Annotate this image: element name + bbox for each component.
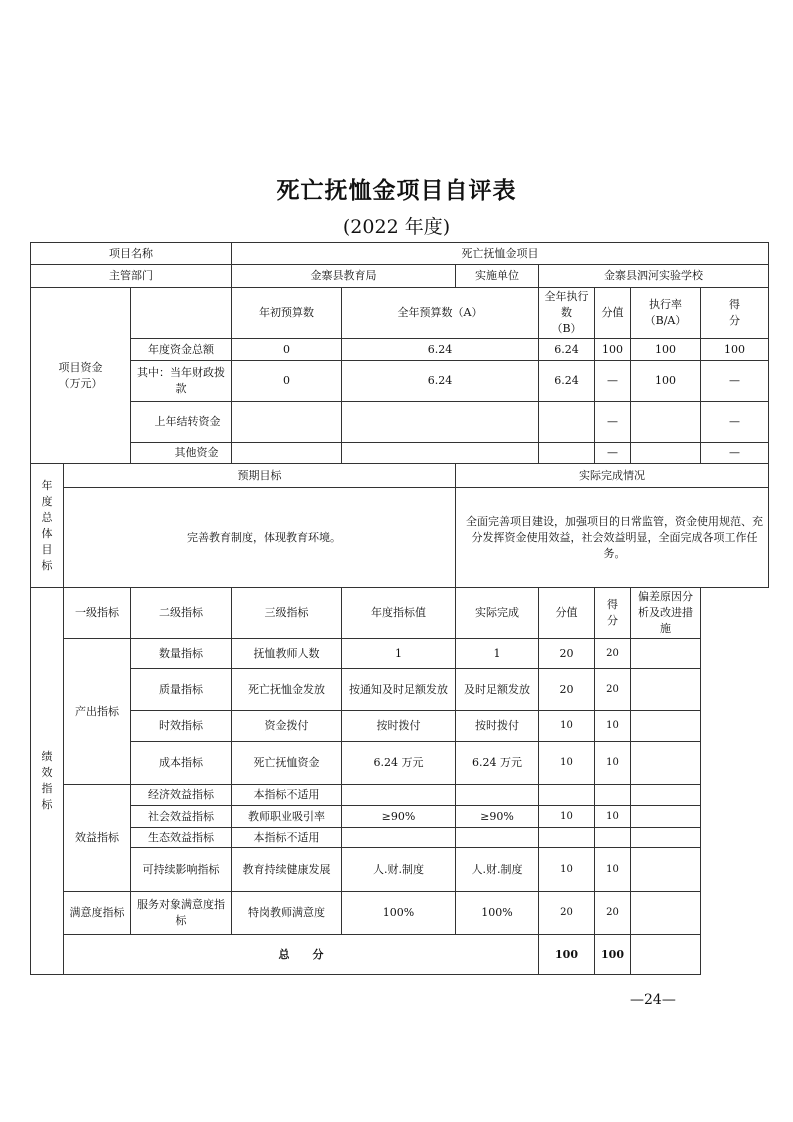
perf-row bbox=[31, 806, 769, 828]
perf-actual bbox=[456, 785, 539, 806]
perf-target: 1 bbox=[342, 639, 456, 669]
perf-reason bbox=[631, 669, 701, 711]
funds-annual bbox=[342, 402, 539, 443]
perf-level2: 服务对象满意度指标 bbox=[131, 892, 232, 935]
perf-level2: 数量指标 bbox=[131, 639, 232, 669]
goals-content-row bbox=[31, 488, 769, 588]
perf-col-level1: 一级指标 bbox=[64, 588, 131, 639]
perf-target: 人.财.制度 bbox=[342, 848, 456, 892]
perf-level3: 教育持续健康发展 bbox=[232, 848, 342, 892]
page-number: —24— bbox=[630, 992, 676, 1008]
funds-rate bbox=[631, 402, 701, 443]
goals-expected-text: 完善教育制度，体现教育环境。 bbox=[64, 488, 456, 588]
dept-label: 主管部门 bbox=[31, 265, 232, 288]
perf-actual: 按时拨付 bbox=[456, 711, 539, 742]
perf-level2: 可持续影响指标 bbox=[131, 848, 232, 892]
perf-level2: 生态效益指标 bbox=[131, 828, 232, 848]
funds-rate bbox=[631, 443, 701, 464]
perf-col-score: 得 分 bbox=[595, 588, 631, 639]
perf-reason bbox=[631, 848, 701, 892]
perf-score-value: 10 bbox=[539, 806, 595, 828]
perf-row bbox=[31, 785, 769, 806]
dept-value: 金寨县教育局 bbox=[232, 265, 456, 288]
perf-target bbox=[342, 785, 456, 806]
perf-actual bbox=[456, 828, 539, 848]
total-reason bbox=[631, 935, 701, 975]
funds-score: — bbox=[701, 402, 769, 443]
perf-score: 20 bbox=[595, 669, 631, 711]
funds-score-value: — bbox=[595, 402, 631, 443]
performance-header-row bbox=[31, 588, 769, 639]
perf-row bbox=[31, 892, 769, 935]
funds-score-value: — bbox=[595, 361, 631, 402]
performance-label: 绩 效 指 标 bbox=[31, 588, 64, 975]
goals-expected-header: 预期目标 bbox=[64, 464, 456, 488]
perf-score bbox=[595, 785, 631, 806]
funds-row bbox=[31, 339, 769, 361]
perf-score: 20 bbox=[595, 639, 631, 669]
funds-initial bbox=[232, 443, 342, 464]
unit-label: 实施单位 bbox=[456, 265, 539, 288]
funds-executed bbox=[539, 402, 595, 443]
funds-row-label: 年度资金总额 bbox=[131, 339, 232, 361]
funds-row-label: 其中：当年财政拨款 bbox=[131, 361, 232, 402]
funds-initial: 0 bbox=[232, 339, 342, 361]
funds-row-label: 其他资金 bbox=[131, 443, 232, 464]
funds-col-annual: 全年预算数（A） bbox=[342, 288, 539, 339]
perf-score: 10 bbox=[595, 711, 631, 742]
perf-score-value: 10 bbox=[539, 711, 595, 742]
perf-score-value: 10 bbox=[539, 848, 595, 892]
perf-level3: 死亡抚恤资金 bbox=[232, 742, 342, 785]
goals-actual-text: 全面完善项目建设，加强项目的日常监管，资金使用规范、充分发挥资金使用效益，社会效益明显，全面完成各项工作任务。 bbox=[456, 488, 769, 588]
funds-rate: 100 bbox=[631, 361, 701, 402]
perf-score: 10 bbox=[595, 848, 631, 892]
perf-col-level3: 三级指标 bbox=[232, 588, 342, 639]
funds-row bbox=[31, 402, 769, 443]
perf-reason bbox=[631, 806, 701, 828]
perf-level2: 质量指标 bbox=[131, 669, 232, 711]
perf-actual: 人.财.制度 bbox=[456, 848, 539, 892]
funds-col-initial: 年初预算数 bbox=[232, 288, 342, 339]
perf-level3: 教师职业吸引率 bbox=[232, 806, 342, 828]
perf-row bbox=[31, 711, 769, 742]
document-subtitle: (2022 年度) bbox=[342, 216, 451, 238]
perf-level2: 经济效益指标 bbox=[131, 785, 232, 806]
funds-row bbox=[31, 443, 769, 464]
goals-label: 年 度 总 体 目 标 bbox=[31, 464, 64, 588]
perf-level3: 特岗教师满意度 bbox=[232, 892, 342, 935]
perf-row bbox=[31, 639, 769, 669]
perf-col-score-value: 分值 bbox=[539, 588, 595, 639]
funds-col-rate: 执行率 （B/A） bbox=[631, 288, 701, 339]
project-name-value: 死亡抚恤金项目 bbox=[232, 243, 769, 265]
perf-actual: 6.24 万元 bbox=[456, 742, 539, 785]
perf-target: 按通知及时足额发放 bbox=[342, 669, 456, 711]
perf-level2: 时效指标 bbox=[131, 711, 232, 742]
funds-header-row bbox=[31, 288, 769, 339]
total-row bbox=[31, 935, 769, 975]
total-score: 100 bbox=[595, 935, 631, 975]
funds-initial bbox=[232, 402, 342, 443]
funds-row bbox=[31, 361, 769, 402]
perf-reason bbox=[631, 785, 701, 806]
perf-level2: 成本指标 bbox=[131, 742, 232, 785]
funds-col-score: 得 分 bbox=[701, 288, 769, 339]
total-score-value: 100 bbox=[539, 935, 595, 975]
perf-row bbox=[31, 742, 769, 785]
perf-actual: 及时足额发放 bbox=[456, 669, 539, 711]
funds-score: — bbox=[701, 361, 769, 402]
perf-actual: 1 bbox=[456, 639, 539, 669]
self-evaluation-table bbox=[30, 242, 769, 975]
perf-col-actual: 实际完成 bbox=[456, 588, 539, 639]
perf-reason bbox=[631, 742, 701, 785]
funds-score: — bbox=[701, 443, 769, 464]
perf-score-value bbox=[539, 828, 595, 848]
funds-row-label: 上年结转资金 bbox=[131, 402, 232, 443]
funds-score-value: — bbox=[595, 443, 631, 464]
perf-target: 100% bbox=[342, 892, 456, 935]
funds-executed: 6.24 bbox=[539, 361, 595, 402]
funds-label: 项目资金 （万元） bbox=[31, 288, 131, 464]
goals-actual-header: 实际完成情况 bbox=[456, 464, 769, 488]
funds-initial: 0 bbox=[232, 361, 342, 402]
perf-actual: ≥90% bbox=[456, 806, 539, 828]
perf-level2: 社会效益指标 bbox=[131, 806, 232, 828]
funds-col-executed: 全年执行数 （B） bbox=[539, 288, 595, 339]
funds-score: 100 bbox=[701, 339, 769, 361]
perf-score-value: 20 bbox=[539, 669, 595, 711]
perf-reason bbox=[631, 711, 701, 742]
perf-level3: 本指标不适用 bbox=[232, 785, 342, 806]
funds-annual bbox=[342, 443, 539, 464]
perf-col-level2: 二级指标 bbox=[131, 588, 232, 639]
perf-actual: 100% bbox=[456, 892, 539, 935]
perf-level3: 抚恤教师人数 bbox=[232, 639, 342, 669]
perf-target bbox=[342, 828, 456, 848]
perf-level3: 死亡抚恤金发放 bbox=[232, 669, 342, 711]
perf-level1: 满意度指标 bbox=[64, 892, 131, 935]
perf-row bbox=[31, 828, 769, 848]
funds-col-score-value: 分值 bbox=[595, 288, 631, 339]
perf-score: 10 bbox=[595, 742, 631, 785]
perf-target: 6.24 万元 bbox=[342, 742, 456, 785]
perf-reason bbox=[631, 639, 701, 669]
funds-score-value: 100 bbox=[595, 339, 631, 361]
perf-score bbox=[595, 828, 631, 848]
funds-annual: 6.24 bbox=[342, 339, 539, 361]
funds-corner bbox=[131, 288, 232, 339]
perf-target: ≥90% bbox=[342, 806, 456, 828]
perf-col-reason: 偏差原因分析及改进措施 bbox=[631, 588, 701, 639]
document-title: 死亡抚恤金项目自评表 bbox=[276, 178, 517, 204]
perf-target: 按时拨付 bbox=[342, 711, 456, 742]
perf-level1: 效益指标 bbox=[64, 785, 131, 892]
perf-score-value bbox=[539, 785, 595, 806]
perf-row bbox=[31, 848, 769, 892]
perf-score: 20 bbox=[595, 892, 631, 935]
goals-header-row bbox=[31, 464, 769, 488]
perf-col-target: 年度指标值 bbox=[342, 588, 456, 639]
funds-rate: 100 bbox=[631, 339, 701, 361]
perf-score-value: 20 bbox=[539, 892, 595, 935]
perf-level3: 资金拨付 bbox=[232, 711, 342, 742]
perf-level1: 产出指标 bbox=[64, 639, 131, 785]
perf-score-value: 20 bbox=[539, 639, 595, 669]
project-name-row bbox=[31, 243, 769, 265]
project-name-label: 项目名称 bbox=[31, 243, 232, 265]
perf-row bbox=[31, 669, 769, 711]
perf-score-value: 10 bbox=[539, 742, 595, 785]
perf-level3: 本指标不适用 bbox=[232, 828, 342, 848]
funds-executed: 6.24 bbox=[539, 339, 595, 361]
funds-executed bbox=[539, 443, 595, 464]
total-label: 总 分 bbox=[64, 935, 539, 975]
perf-score: 10 bbox=[595, 806, 631, 828]
perf-reason bbox=[631, 828, 701, 848]
department-row bbox=[31, 265, 769, 288]
unit-value: 金寨县泗河实验学校 bbox=[539, 265, 769, 288]
perf-reason bbox=[631, 892, 701, 935]
funds-annual: 6.24 bbox=[342, 361, 539, 402]
